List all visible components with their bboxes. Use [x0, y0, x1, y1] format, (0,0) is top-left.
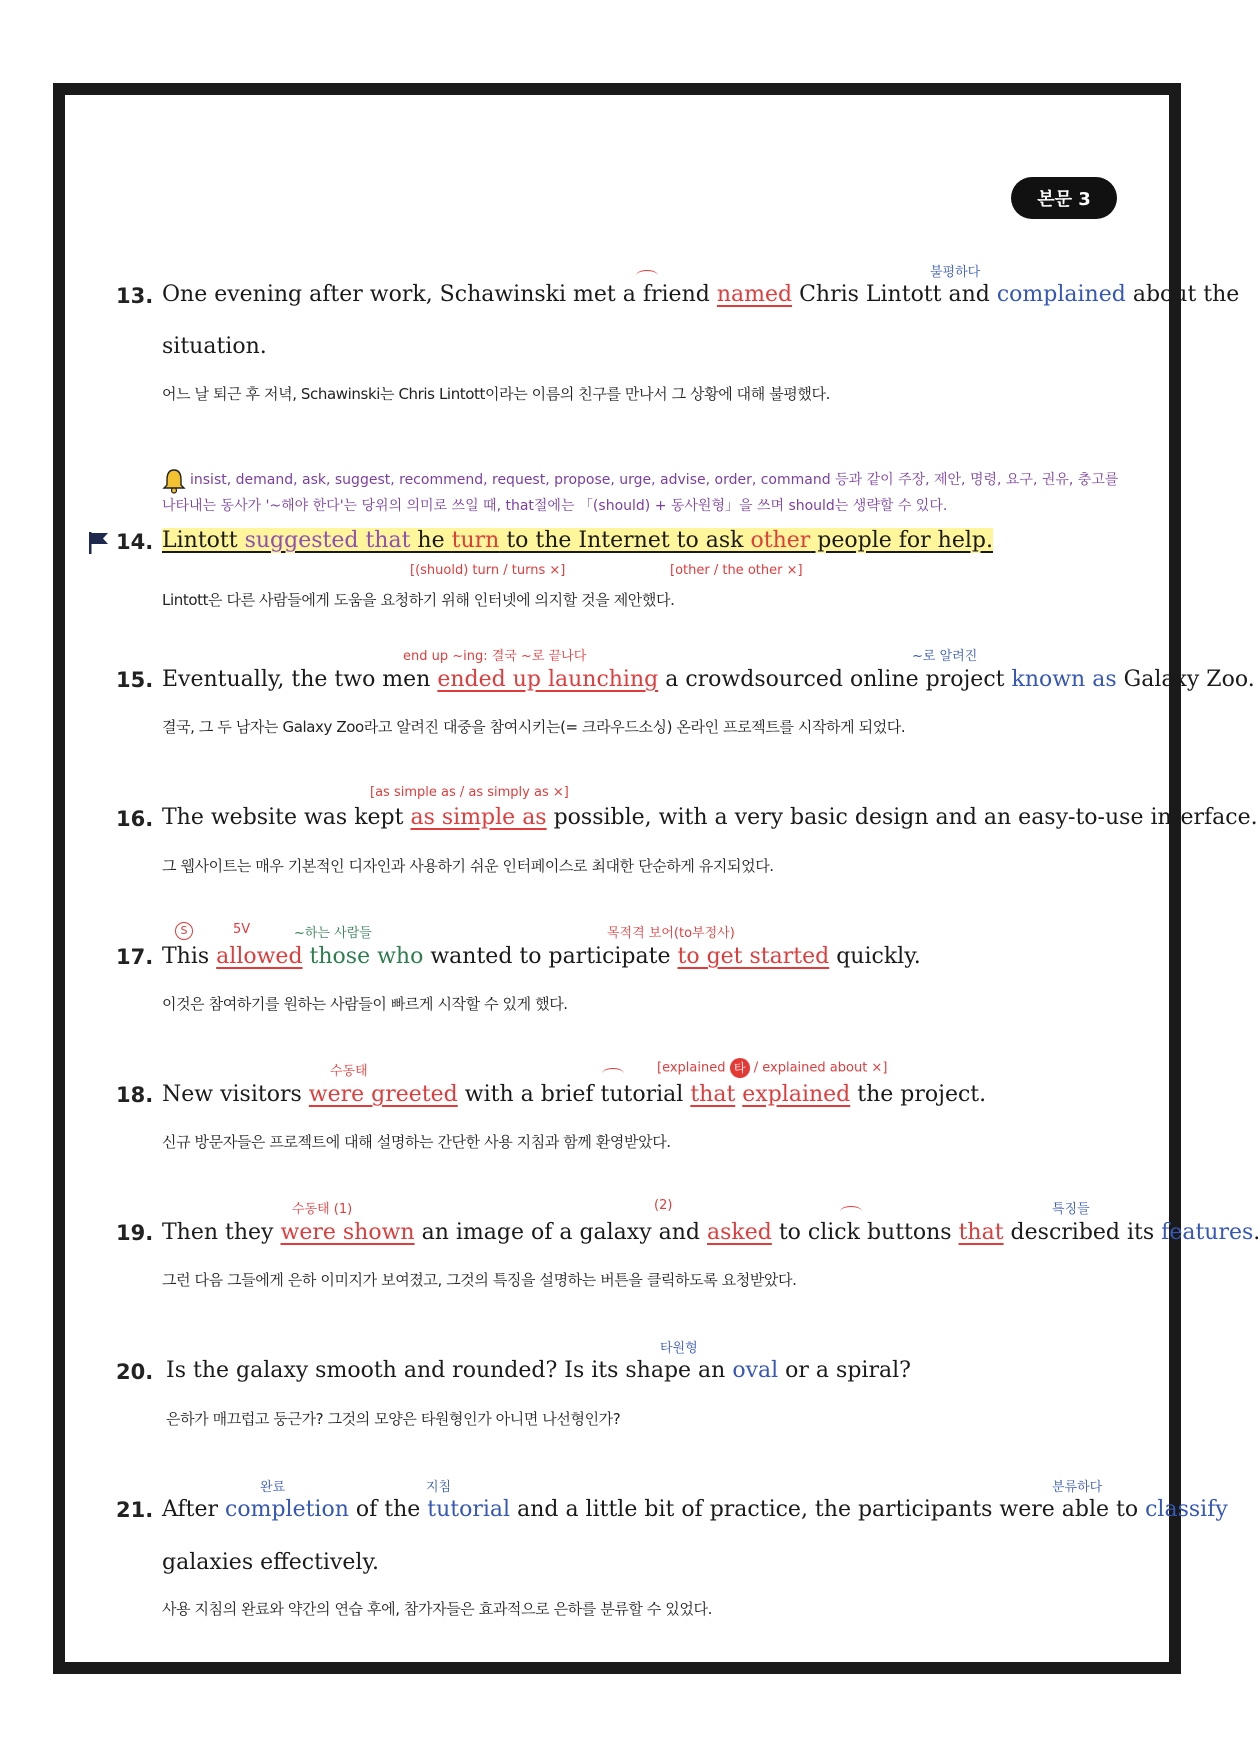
arc-mark: [636, 270, 658, 281]
sentence-number: 15.: [116, 668, 154, 692]
sentence-line: Is the galaxy smooth and rounded? Is its shape an oval or a spiral?: [166, 1358, 911, 1383]
sentence-number: 19.: [116, 1221, 154, 1245]
sentence-line: Eventually, the two men ended up launching a crowdsourced online project known as Galaxy Zoo.: [162, 667, 1255, 692]
sentence-line: situation.: [162, 334, 267, 359]
section-badge: 본문 3: [1011, 177, 1117, 219]
sentence-line: This allowed those who wanted to participate to get started quickly.: [162, 944, 921, 969]
sentence-number: 17.: [116, 945, 154, 969]
sentence-number: 13.: [116, 284, 154, 308]
annotation: [(shuold) turn / turns ×]: [410, 563, 566, 578]
translation: Lintott은 다른 사람들에게 도움을 요청하기 위해 인터넷에 의지할 것을 제안했다.: [162, 591, 675, 609]
sentence-number: 18.: [116, 1083, 154, 1107]
annotation: 완료: [260, 1480, 286, 1495]
grammar-note: [162, 467, 1152, 519]
note-line: 나타내는 동사가 '~해야 한다'는 당위의 의미로 쓰일 때, that절에는 「(should) + 동사원형」을 쓰며 should는 생략할 수 있다.: [162, 498, 948, 514]
translation: 사용 지침의 완료와 약간의 연습 후에, 참가자들은 효과적으로 은하를 분류할 수 있었다.: [162, 1600, 712, 1618]
translation: 어느 날 퇴근 후 저녁, Schawinski는 Chris Lintott이라는 이름의 친구를 만나서 그 상황에 대해 불평했다.: [162, 385, 830, 403]
annotation: S: [175, 922, 193, 940]
flag-icon: [88, 531, 110, 559]
sentence-line: Then they were shown an image of a galaxy and asked to click buttons that described its features.: [162, 1220, 1260, 1245]
annotation: 지침: [426, 1480, 452, 1495]
annotation: 불평하다: [930, 265, 981, 280]
annotation: 수동태: [330, 1064, 368, 1079]
sentence-line: The website was kept as simple as possible, with a very basic design and an easy-to-use interface.: [162, 805, 1258, 830]
annotation: end up ~ing: 결국 ~로 끝나다: [403, 649, 587, 664]
annotation: 목적격 보어(to부정사): [607, 926, 735, 941]
translation: 그 웹사이트는 매우 기본적인 디자인과 사용하기 쉬운 인터페이스로 최대한 단순하게 유지되었다.: [162, 857, 774, 875]
note-line: insist, demand, ask, suggest, recommend, request, propose, urge, advise, order, command 등과 같이 주장, 제안, 명령, 요구, 권유, 충고를: [190, 472, 1119, 488]
page-frame: [53, 83, 1181, 1674]
sentence-number: 21.: [116, 1498, 154, 1522]
annotation: 특징들: [1052, 1202, 1090, 1217]
sentence-number: 20.: [116, 1360, 154, 1384]
sentence-line: New visitors were greeted with a brief tutorial that explained the project.: [162, 1082, 987, 1107]
annotation: [as simple as / as simply as ×]: [370, 785, 569, 800]
annotation: ~로 알려진: [912, 649, 978, 664]
sentence-line: Lintott suggested that he turn to the Internet to ask other people for help.: [162, 528, 993, 553]
annotation: 5V: [233, 922, 251, 937]
translation: 결국, 그 두 남자는 Galaxy Zoo라고 알려진 대중을 참여시키는(= 크라우드소싱) 온라인 프로젝트를 시작하게 되었다.: [162, 718, 906, 736]
translation: 그런 다음 그들에게 은하 이미지가 보여졌고, 그것의 특징을 설명하는 버튼을 클릭하도록 요청받았다.: [162, 1271, 797, 1289]
sentence-number: 16.: [116, 807, 154, 831]
annotation: [explained 타 / explained about ×]: [657, 1058, 887, 1078]
sentence-line: After completion of the tutorial and a little bit of practice, the participants were able to classify: [162, 1497, 1228, 1522]
arc-mark: [602, 1068, 624, 1079]
annotation: [other / the other ×]: [670, 563, 803, 578]
annotation: ~하는 사람들: [294, 926, 372, 941]
arc-mark: [840, 1206, 862, 1217]
translation: 신규 방문자들은 프로젝트에 대해 설명하는 간단한 사용 지침과 함께 환영받았다.: [162, 1133, 671, 1151]
annotation: 분류하다: [1052, 1480, 1103, 1495]
annotation: (2): [654, 1198, 673, 1213]
sentence-number: 14.: [116, 530, 154, 554]
annotation: 수동태 (1): [292, 1202, 353, 1217]
sentence-line: One evening after work, Schawinski met a friend named Chris Lintott and complained about the: [162, 282, 1240, 307]
translation: 은하가 매끄럽고 둥근가? 그것의 모양은 타원형인가 아니면 나선형인가?: [166, 1410, 621, 1428]
sentence-line: galaxies effectively.: [162, 1550, 379, 1575]
translation: 이것은 참여하기를 원하는 사람들이 빠르게 시작할 수 있게 했다.: [162, 995, 568, 1013]
annotation: 타원형: [660, 1341, 698, 1356]
